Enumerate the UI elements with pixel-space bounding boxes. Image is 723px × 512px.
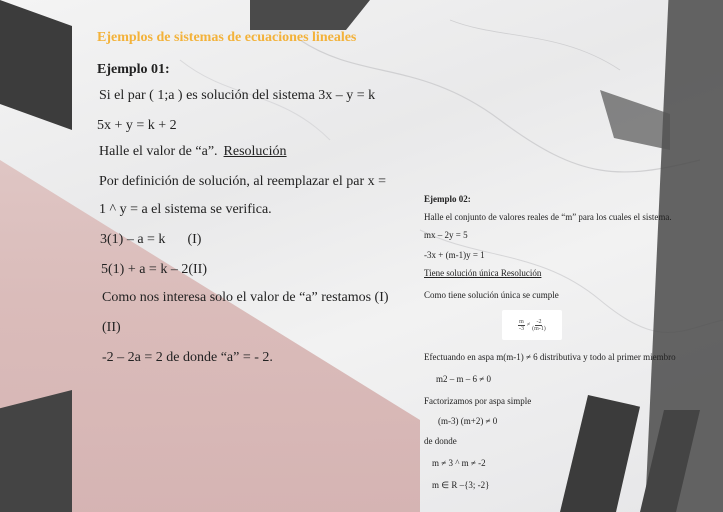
example-01-line: 5x + y = k + 2 bbox=[97, 118, 177, 133]
example-02-line: Tiene solución única Resolución bbox=[424, 268, 542, 278]
fraction-image bbox=[502, 310, 562, 340]
example-01-heading: Ejemplo 01: bbox=[97, 62, 170, 77]
example-02-line: m2 – m – 6 ≠ 0 bbox=[436, 374, 491, 384]
equation: 3(1) – a = k bbox=[100, 232, 166, 247]
example-01-line: Si el par ( 1;a ) es solución del sistema 3x – y = k bbox=[99, 88, 376, 103]
example-01-line: Como nos interesa solo el valor de “a” restamos (I) bbox=[102, 290, 389, 305]
fraction-denominator: (m-1) bbox=[532, 325, 546, 332]
fraction-numerator: m bbox=[519, 318, 524, 325]
example-01-line bbox=[100, 232, 201, 249]
example-01-line: 5(1) + a = k – 2(II) bbox=[101, 262, 207, 277]
example-01-line: Por definición de solución, al reemplazar el par x = bbox=[99, 174, 387, 189]
example-02-line: de donde bbox=[424, 436, 457, 446]
example-01-line bbox=[99, 144, 287, 161]
example-02-line: m ∈ R –{3; -2} bbox=[432, 480, 490, 490]
fraction bbox=[532, 319, 546, 332]
decor-stripe bbox=[0, 390, 72, 512]
equation-ref: (I) bbox=[187, 232, 202, 247]
example-02-line: Factorizamos por aspa simple bbox=[424, 396, 532, 406]
page-title: Ejemplos de sistemas de ecuaciones lineales bbox=[97, 30, 357, 45]
resolution-link[interactable]: Resolución bbox=[223, 144, 287, 159]
example-01-text: Halle el valor de “a”. bbox=[99, 144, 218, 159]
example-02-line: Efectuando en aspa m(m-1) ≠ 6 distributiva y todo al primer miembro bbox=[424, 352, 676, 362]
example-01-line: 1 ^ y = a el sistema se verifica. bbox=[99, 202, 272, 217]
example-02-line: mx – 2y = 5 bbox=[424, 230, 468, 240]
fraction-numerator: -2 bbox=[536, 318, 542, 325]
example-02-line: (m-3) (m+2) ≠ 0 bbox=[438, 416, 498, 426]
fraction-denominator: -3 bbox=[519, 325, 524, 332]
example-02-line: Halle el conjunto de valores reales de “m” para los cuales el sistema. bbox=[424, 212, 672, 222]
fraction bbox=[518, 319, 525, 332]
not-equal-sign: ≠ bbox=[526, 322, 531, 328]
example-02-line: Como tiene solución única se cumple bbox=[424, 290, 559, 300]
example-01-line: (II) bbox=[102, 320, 121, 335]
example-02-line: m ≠ 3 ^ m ≠ -2 bbox=[432, 458, 486, 468]
example-02-line: -3x + (m-1)y = 1 bbox=[424, 250, 485, 260]
example-01-line: -2 – 2a = 2 de donde “a” = - 2. bbox=[102, 350, 273, 365]
example-02-heading: Ejemplo 02: bbox=[424, 194, 471, 204]
